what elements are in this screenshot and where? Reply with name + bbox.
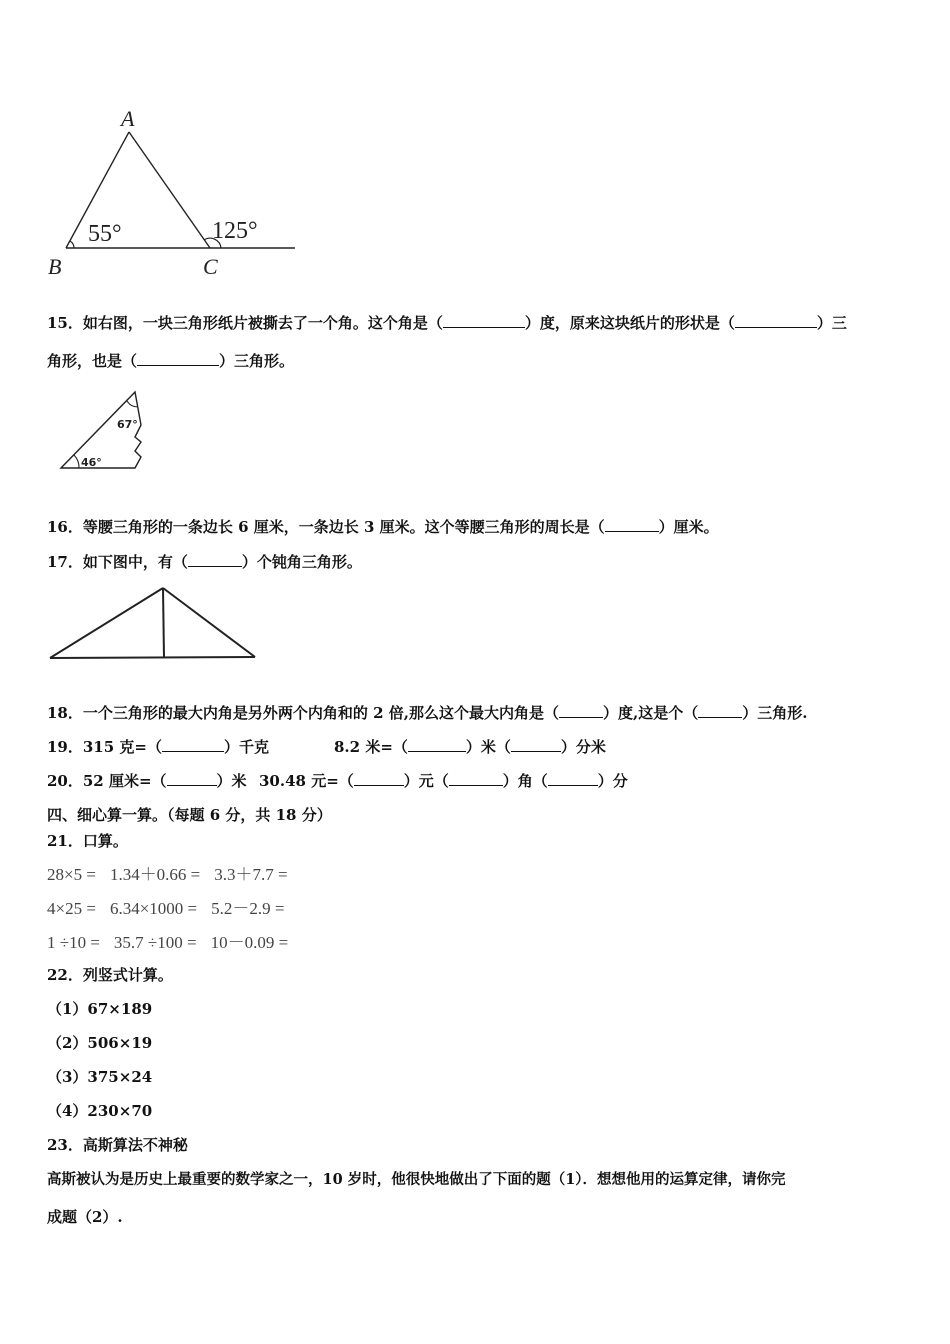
calc-item: 6.34×1000 =: [109, 899, 198, 918]
question-22-item-1: （1）67×189: [47, 1000, 153, 1018]
label-c: C: [203, 254, 218, 279]
question-21: 21．口算。: [47, 832, 128, 850]
answer-blank[interactable]: [511, 739, 561, 752]
question-20-part-b: 30.48 元=（ ）元（ ）角（ ）分: [259, 772, 628, 790]
question-15-line1: 15．如右图，一块三角形纸片被撕去了一个角。这个角是（ ）度，原来这块纸片的形状是（ ）三: [47, 314, 847, 332]
label-a: A: [121, 106, 135, 131]
answer-blank[interactable]: [354, 773, 404, 786]
side-right: [163, 588, 255, 657]
angle-46-label: 46°: [81, 456, 102, 469]
calc-item: 35.7 ÷100 =: [113, 933, 197, 952]
question-23-text-2: 成题（2）.: [47, 1208, 123, 1226]
calc-item: 28×5 =: [47, 865, 96, 884]
calc-item: 4×25 =: [47, 899, 96, 918]
answer-blank[interactable]: [735, 315, 817, 328]
torn-triangle-figure: [55, 385, 165, 477]
answer-blank[interactable]: [162, 739, 224, 752]
question-23-title: 23．高斯算法不神秘: [47, 1136, 188, 1154]
calc-row-1: [47, 860, 302, 885]
answer-blank[interactable]: [188, 554, 242, 567]
label-b: B: [48, 254, 62, 279]
question-22: 22．列竖式计算。: [47, 966, 173, 984]
answer-blank[interactable]: [559, 705, 603, 718]
question-20: 20．52 厘米=（ ）米: [47, 772, 247, 790]
side-ac: [129, 132, 210, 248]
answer-blank[interactable]: [443, 315, 525, 328]
divider: [163, 588, 164, 658]
calc-item: 3.3＋7.7 =: [214, 865, 288, 884]
side-left: [50, 588, 163, 658]
angle-46-arc: [74, 455, 79, 468]
triangle-abc-figure: [40, 100, 310, 285]
calc-row-3: [47, 928, 302, 953]
answer-blank[interactable]: [137, 353, 219, 366]
section-4-heading: 四、细心算一算。（每题 6 分，共 18 分）: [47, 806, 332, 824]
question-22-item-3: （3）375×24: [47, 1068, 153, 1086]
answer-blank[interactable]: [548, 773, 598, 786]
question-15-line2: 角形，也是（ ）三角形。: [47, 352, 295, 370]
question-22-item-2: （2）506×19: [47, 1034, 153, 1052]
calc-row-2: [47, 894, 298, 919]
base: [50, 657, 255, 658]
question-17: 17．如下图中，有（ ）个钝角三角形。: [47, 553, 362, 571]
answer-blank[interactable]: [605, 519, 659, 532]
calc-item: 10－0.09 =: [210, 933, 289, 952]
question-18: 18．一个三角形的最大内角是另外两个内角和的 2 倍,那么这个最大内角是（ ）度,这是个（ ）三角形.: [47, 704, 808, 722]
question-16: 16．等腰三角形的一条边长 6 厘米，一条边长 3 厘米。这个等腰三角形的周长是（ ）厘米。: [47, 518, 719, 536]
question-19-part-b: 8.2 米=（ ）米（ ）分米: [334, 738, 606, 756]
angle-b-arc: [70, 241, 74, 248]
calc-item: 1.34＋0.66 =: [109, 865, 201, 884]
angle-ext-label: 125°: [212, 218, 258, 244]
answer-blank[interactable]: [408, 739, 466, 752]
angle-b-label: 55°: [88, 221, 122, 247]
question-22-item-4: （4）230×70: [47, 1102, 153, 1120]
answer-blank[interactable]: [698, 705, 742, 718]
divided-triangle-figure: [45, 585, 260, 665]
question-19: 19．315 克=（ ）千克: [47, 738, 269, 756]
angle-67-label: 67°: [117, 418, 138, 431]
calc-item: 1 ÷10 =: [47, 933, 100, 952]
question-23-text-1: 高斯被认为是历史上最重要的数学家之一，10 岁时，他很快地做出了下面的题（1）．想想他用的运算定律，请你完: [47, 1171, 786, 1188]
answer-blank[interactable]: [449, 773, 503, 786]
answer-blank[interactable]: [167, 773, 217, 786]
calc-item: 5.2－2.9 =: [211, 899, 285, 918]
